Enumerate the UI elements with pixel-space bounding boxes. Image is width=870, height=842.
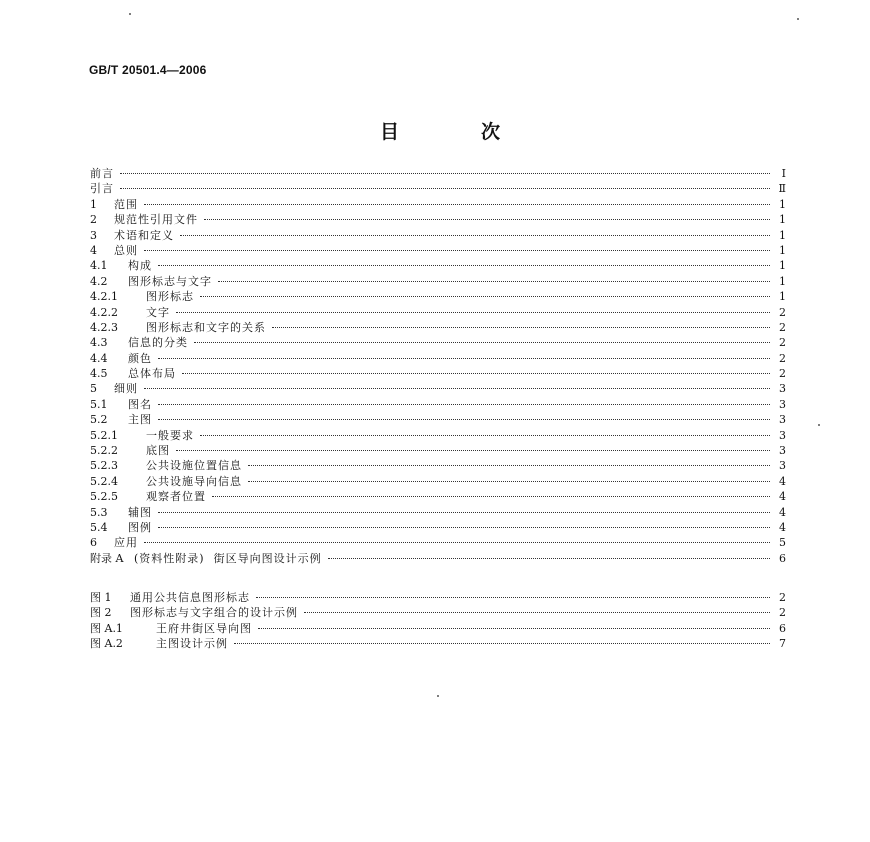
dot-leader — [158, 265, 770, 266]
toc-entry-page: 4 — [779, 474, 786, 488]
toc-entry-page: 1 — [779, 274, 786, 288]
figure-entry[interactable] — [90, 590, 786, 605]
toc-entry-title: 前言 — [90, 167, 114, 180]
toc-entry-title: 规范性引用文件 — [114, 213, 198, 227]
dot-leader — [328, 558, 770, 559]
toc-entry[interactable] — [90, 428, 786, 443]
dot-leader — [200, 296, 770, 297]
toc-entry-page: 2 — [779, 320, 786, 334]
toc-entry-page: 4 — [779, 505, 786, 519]
figure-entry-number: 图 A.2 — [90, 637, 123, 651]
toc-entry-title: 图形标志和文字的关系 — [146, 320, 266, 334]
toc-entry-title: 术语和定义 — [114, 228, 174, 242]
dot-leader — [182, 373, 770, 374]
dot-leader — [218, 281, 770, 282]
toc-entry-number: 5.2.1 — [90, 428, 118, 442]
toc-entry-number: 5.2.4 — [90, 474, 118, 488]
toc-entry[interactable] — [90, 551, 786, 566]
toc-entry-number: 5.4 — [90, 520, 108, 534]
toc-entry-title: 总则 — [114, 243, 138, 257]
figure-entry-number: 图 1 — [90, 591, 112, 604]
toc-entry-title: 辅图 — [128, 505, 152, 519]
figure-entry-number: 图 2 — [90, 606, 112, 620]
dot-leader — [204, 219, 770, 220]
toc-entry-page: 5 — [779, 536, 786, 550]
toc-entry-title: 总体布局 — [128, 367, 176, 381]
toc-entry[interactable] — [90, 443, 786, 458]
toc-entry[interactable] — [90, 351, 786, 366]
figure-entry-number: 图 A.1 — [90, 621, 123, 635]
toc-entry-title: 图形标志与文字 — [128, 274, 212, 288]
title-char-2: 次 — [480, 121, 500, 143]
dot-leader — [144, 388, 770, 389]
standard-number: GB/T 20501.4—2006 — [89, 63, 207, 77]
toc-entry-title: 范围 — [114, 197, 138, 211]
toc-entry-title: 信息的分类 — [128, 336, 188, 350]
toc-entry[interactable] — [90, 381, 786, 396]
toc-entry-page: 2 — [779, 336, 786, 350]
figure-entry[interactable] — [90, 605, 786, 620]
toc-entry-number: 5.2.2 — [90, 444, 118, 458]
dot-leader — [158, 512, 770, 513]
toc-entry[interactable] — [90, 228, 786, 243]
toc-entry-number: 4 — [90, 243, 97, 257]
figure-entry-page: 2 — [779, 591, 786, 604]
scan-speck — [818, 424, 820, 426]
toc-entry-page: 1 — [779, 290, 786, 304]
dot-leader — [304, 612, 770, 613]
toc-entry[interactable] — [90, 412, 786, 427]
toc-entry[interactable] — [90, 212, 786, 227]
toc-entry-number: 4.2.1 — [90, 290, 118, 304]
toc-entry-title: 构成 — [128, 259, 152, 273]
toc-entry-number: 1 — [90, 197, 97, 211]
toc-entry-title: 底图 — [146, 444, 170, 458]
toc-entry[interactable] — [90, 505, 786, 520]
toc-entry-title: 颜色 — [128, 351, 152, 365]
toc-entry[interactable] — [90, 289, 786, 304]
toc-entry-title: 图形标志 — [146, 290, 194, 304]
toc-entry-title: (资料性附录) 街区导向图设计示例 — [134, 551, 322, 565]
toc-entry[interactable] — [90, 458, 786, 473]
list-of-figures — [90, 590, 786, 652]
toc-entry-number: 附录 A — [90, 551, 124, 565]
scan-speck — [437, 695, 439, 697]
toc-entry-number: 5.2.3 — [90, 459, 118, 473]
toc-entry[interactable] — [90, 197, 786, 212]
toc-entry-page: Ⅰ — [781, 167, 786, 180]
toc-entry[interactable] — [90, 397, 786, 412]
dot-leader — [144, 204, 770, 205]
toc-entry-page: 4 — [779, 490, 786, 504]
toc-entry-title: 引言 — [90, 182, 114, 196]
figure-entry-title: 图形标志与文字组合的设计示例 — [130, 606, 298, 620]
scan-speck — [797, 18, 799, 20]
toc-entry-page: 4 — [779, 520, 786, 534]
dot-leader — [200, 435, 770, 436]
toc-entry-title: 公共设施位置信息 — [146, 459, 242, 473]
toc-entry-number: 4.5 — [90, 367, 108, 381]
toc-entry[interactable] — [90, 181, 786, 196]
toc-entry-page: 1 — [779, 243, 786, 257]
dot-leader — [158, 358, 770, 359]
toc-entry-number: 4.2.3 — [90, 320, 118, 334]
toc-entry-number: 4.2 — [90, 274, 108, 288]
toc-entry-number: 2 — [90, 213, 97, 227]
toc-entry-title: 一般要求 — [146, 428, 194, 442]
toc-entry[interactable] — [90, 489, 786, 504]
dot-leader — [258, 628, 770, 629]
toc-entry-number: 5 — [90, 382, 97, 396]
dot-leader — [176, 312, 770, 313]
dot-leader — [176, 450, 770, 451]
dot-leader — [120, 188, 770, 189]
scan-speck — [129, 13, 131, 15]
toc-entry[interactable] — [90, 520, 786, 535]
figure-entry-title: 王府井街区导向图 — [156, 621, 252, 635]
toc-entry-page: 2 — [779, 305, 786, 319]
page-title — [380, 117, 500, 144]
toc-entry[interactable] — [90, 305, 786, 320]
dot-leader — [212, 496, 770, 497]
toc-entry-number: 4.3 — [90, 336, 108, 350]
toc-entry[interactable] — [90, 274, 786, 289]
dot-leader — [158, 404, 770, 405]
toc-entry-title: 主图 — [128, 413, 152, 427]
toc-entry[interactable] — [90, 258, 786, 273]
toc-entry-title: 文字 — [146, 305, 170, 319]
toc-entry-page: 3 — [779, 382, 786, 396]
toc-entry-page: 6 — [779, 551, 786, 565]
toc-entry-number: 5.3 — [90, 505, 108, 519]
toc-entry-page: 3 — [779, 444, 786, 458]
toc-entry-number: 4.4 — [90, 351, 108, 365]
toc-entry-page: 3 — [779, 428, 786, 442]
toc-entry-number: 4.2.2 — [90, 305, 118, 319]
toc-entry[interactable] — [90, 243, 786, 258]
toc-entry-title: 图例 — [128, 520, 152, 534]
toc-entry-page: 1 — [779, 228, 786, 242]
figure-entry-page: 6 — [779, 621, 786, 635]
dot-leader — [158, 419, 770, 420]
dot-leader — [272, 327, 770, 328]
toc-entry-page: 3 — [779, 413, 786, 427]
dot-leader — [144, 250, 770, 251]
toc-entry-title: 图名 — [128, 397, 152, 411]
toc-entry-page: Ⅱ — [778, 182, 786, 196]
figure-entry-title: 通用公共信息图形标志 — [130, 591, 250, 604]
toc-entry-number: 5.2.5 — [90, 490, 118, 504]
toc-entry-title: 观察者位置 — [146, 490, 206, 504]
toc-entry[interactable] — [90, 535, 786, 550]
dot-leader — [248, 465, 770, 466]
toc-entry-page: 2 — [779, 367, 786, 381]
dot-leader — [158, 527, 770, 528]
toc-entry-page: 3 — [779, 459, 786, 473]
figure-entry-title: 主图设计示例 — [156, 637, 228, 651]
figure-entry-page: 2 — [779, 606, 786, 620]
dot-leader — [120, 173, 770, 174]
toc-entry-number: 5.1 — [90, 397, 108, 411]
dot-leader — [144, 542, 770, 543]
toc-entry[interactable] — [90, 166, 786, 181]
figure-entry-page: 7 — [779, 637, 786, 651]
figure-entry[interactable] — [90, 636, 786, 651]
toc-entry[interactable] — [90, 366, 786, 381]
toc-entry-number: 4.1 — [90, 259, 108, 273]
toc-entry-page: 1 — [779, 259, 786, 273]
toc-entry[interactable] — [90, 335, 786, 350]
figure-entry[interactable] — [90, 621, 786, 636]
toc-entry[interactable] — [90, 474, 786, 489]
toc-entry-number: 6 — [90, 536, 97, 550]
toc-entry-page: 3 — [779, 397, 786, 411]
toc-entry-number: 3 — [90, 228, 97, 242]
title-char-1: 目 — [380, 121, 400, 143]
table-of-contents — [90, 166, 786, 566]
toc-entry-title: 应用 — [114, 536, 138, 550]
dot-leader — [194, 342, 770, 343]
toc-entry[interactable] — [90, 320, 786, 335]
toc-entry-page: 2 — [779, 351, 786, 365]
toc-entry-page: 1 — [779, 197, 786, 211]
toc-entry-title: 细则 — [114, 382, 138, 396]
toc-entry-title: 公共设施导向信息 — [146, 474, 242, 488]
toc-entry-page: 1 — [779, 213, 786, 227]
dot-leader — [180, 235, 770, 236]
dot-leader — [256, 597, 770, 598]
dot-leader — [248, 481, 770, 482]
dot-leader — [234, 643, 770, 644]
toc-entry-number: 5.2 — [90, 413, 108, 427]
